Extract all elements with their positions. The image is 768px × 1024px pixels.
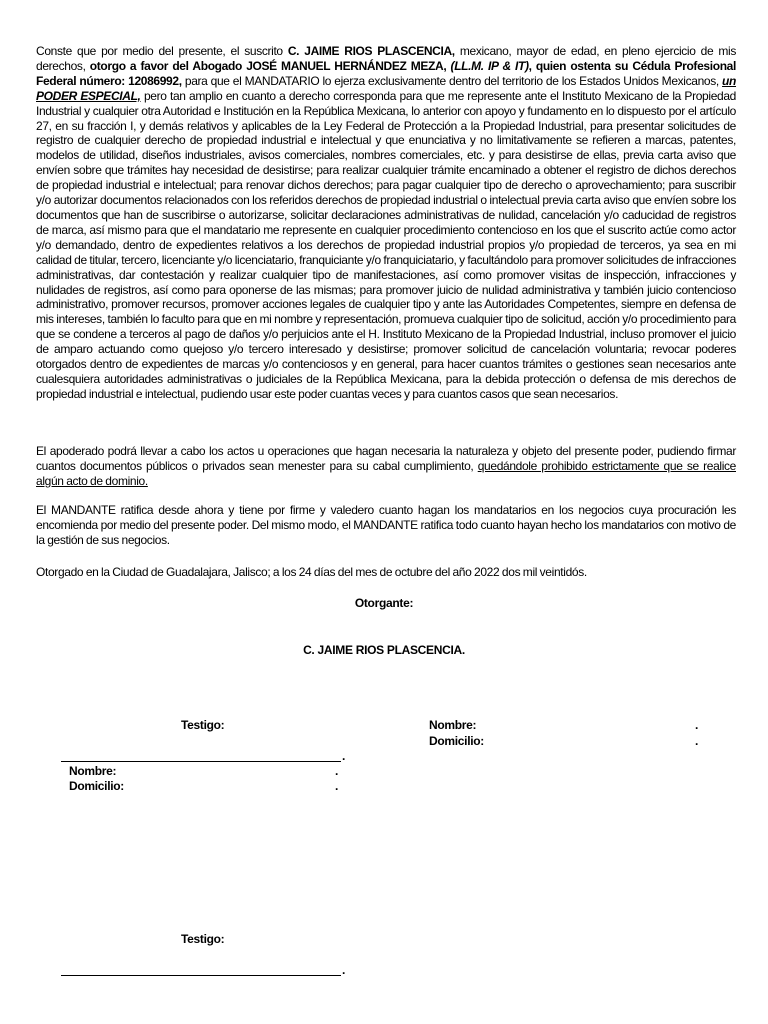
grant-clause-bold: otorgo a favor del Abogado JOSÉ MANUEL HERNÁNDEZ MEZA, bbox=[89, 58, 451, 73]
apoderado-paragraph bbox=[36, 444, 736, 489]
text-run: Conste que por medio del presente, el suscrito bbox=[36, 44, 288, 58]
line-end-dot: . bbox=[342, 749, 346, 763]
line-end-dot: . bbox=[342, 963, 346, 977]
grantor-name-bold: C. JAIME RIOS PLASCENCIA, bbox=[287, 44, 455, 58]
testigo-1-domicilio-label: Domicilio: bbox=[69, 779, 125, 793]
date-place-paragraph bbox=[36, 565, 736, 580]
testigo-3-label: Testigo: bbox=[181, 932, 225, 946]
otorgante-name: C. JAIME RIOS PLASCENCIA. bbox=[303, 643, 465, 657]
testigo-1-signature-line bbox=[61, 761, 341, 762]
credentials-italic: (LL.M. IP & IT) bbox=[450, 58, 529, 73]
text-run: Otorgado en la Ciudad de Guadalajara, Jalisco; a los 24 días del mes de octubre del año 2022 dos mil veintidós. bbox=[36, 565, 587, 579]
text-run: El MANDANTE ratifica desde ahora y tiene por firme y valedero cuanto hagan los mandatarios en los negocios cuya procuración les encomienda por medio del presente poder. Del mismo modo, el MANDANTE ratifica todo cuanto hayan hecho los mandatarios con motivo de la gestión de sus negocios. bbox=[36, 503, 736, 547]
poder-especial-emphasis: un PODER ESPECIAL, bbox=[36, 73, 737, 103]
field-end-dot: . bbox=[335, 764, 339, 778]
testigo-2-nombre-label: Nombre: bbox=[429, 718, 477, 732]
field-end-dot: . bbox=[695, 734, 699, 748]
field-end-dot: . bbox=[695, 718, 699, 732]
testigo-3-signature-line bbox=[61, 975, 341, 976]
testigo-1-label: Testigo: bbox=[181, 718, 225, 732]
ratification-paragraph bbox=[36, 503, 736, 548]
testigo-2-domicilio-label: Domicilio: bbox=[429, 734, 485, 748]
field-end-dot: . bbox=[335, 779, 339, 793]
otorgante-label: Otorgante: bbox=[354, 596, 414, 610]
testigo-1-nombre-label: Nombre: bbox=[69, 764, 117, 778]
text-run: El apoderado podrá llevar a cabo los actos u operaciones que hagan necesaria la naturaleza y objeto del presente poder, pudiendo firmar cuantos documentos públicos o privados sean menester para su cabal cumplimiento, bbox=[36, 444, 736, 473]
text-run: mexicano, mayor de edad, en pleno ejercicio de mis derechos, bbox=[36, 44, 737, 73]
cedula-bold: , quien ostenta su Cédula Profesional Federal número: 12086992, bbox=[36, 58, 736, 88]
poder-body-paragraph bbox=[36, 44, 736, 402]
prohibition-underlined: quedándole prohibido estrictamente que se realice algún acto de dominio. bbox=[36, 458, 736, 488]
text-run: para que el MANDATARIO lo ejerza exclusivamente dentro del territorio de los Estados Unidos Mexicanos, bbox=[181, 73, 723, 88]
text-run: pero tan amplio en cuanto a derecho corresponda para que me represente ante el Instituto Mexicano de la Propiedad Industrial y cualquier otra Autoridad e Institución en la República Mexicana, lo anterior con apoyo y fundamento en lo dispuesto por el artículo 27, en su fracción I, y demás relativos y aplicables de la Ley Federal de Protección a la Propiedad Industrial, para presentar solicitudes de registro de cualquier derecho de propiedad industrial e intelectual y que enunciativa y no limitativamente se refieren a marcas, patentes, modelos de utilidad, diseños industriales, avisos comerciales, nombres comerciales, etc. y para desistirse de ellas, previa carta aviso que envíen sobre que trámites hay necesidad de desistirse; para realizar cualquier trámite encaminado a obtener el registro de dichos derechos de propiedad industrial e intelectual; para renovar dichos derechos; para pagar cualquier tipo de derecho o aprovechamiento; para suscribir y/o autorizar documentos relacionados con los referidos derechos de propiedad industrial o intelectual previa carta aviso que envíen sobre los documentos que han de suscribirse o autorizarse, solicitar declaraciones administrativas de nulidad, cancelación y/o caducidad de registros de marca, así mismo para que el mandatario me represente en cualquier procedimiento contencioso en los que el suscrito actúe como actor y/o demandado, dentro de expedientes relativos a los derechos de propiedad industrial propios y/o propiedad de terceros, ya sea en mi calidad de titular, tercero, licenciante y/o licenciatario, franquiciante y/o franquiciatario, y facultándolo para promover solicitudes de infracciones administrativas, dar contestación y realizar cualquier tipo de manifestaciones, así como promover visitas de inspección, infracciones y nulidades de registros, así como para oponerse de las mismas; para promover juicio de nulidad administrativa y también juicio contencioso administrativo, promover recursos, promover acciones legales de cualquier tipo y ante las Autoridades Competentes, siempre en defensa de mis intereses, también lo faculto para que en mi nombre y representación, promueva cualquier tipo de solicitud, acción y/o procedimiento para que se condene a terceros al pago de daños y/o perjuicios ante el H. Instituto Mexicano de la Propiedad Industrial, incluso promover el juicio de amparo actuando como quejoso y/o tercero interesado y desistirse; promover solicitud de cancelación voluntaria; revocar poderes otorgados dentro de expedientes de marcas y/o contenciosos y en general, para hacer cuantos trámites o gestiones sean necesarios ante cualesquiera autoridades administrativas o judiciales de la República Mexicana, para la debida protección o defensa de mis derechos de propiedad industrial e intelectual, pudiendo usar este poder cuantas veces y para cuantos casos que sean necesarios. bbox=[36, 88, 736, 401]
